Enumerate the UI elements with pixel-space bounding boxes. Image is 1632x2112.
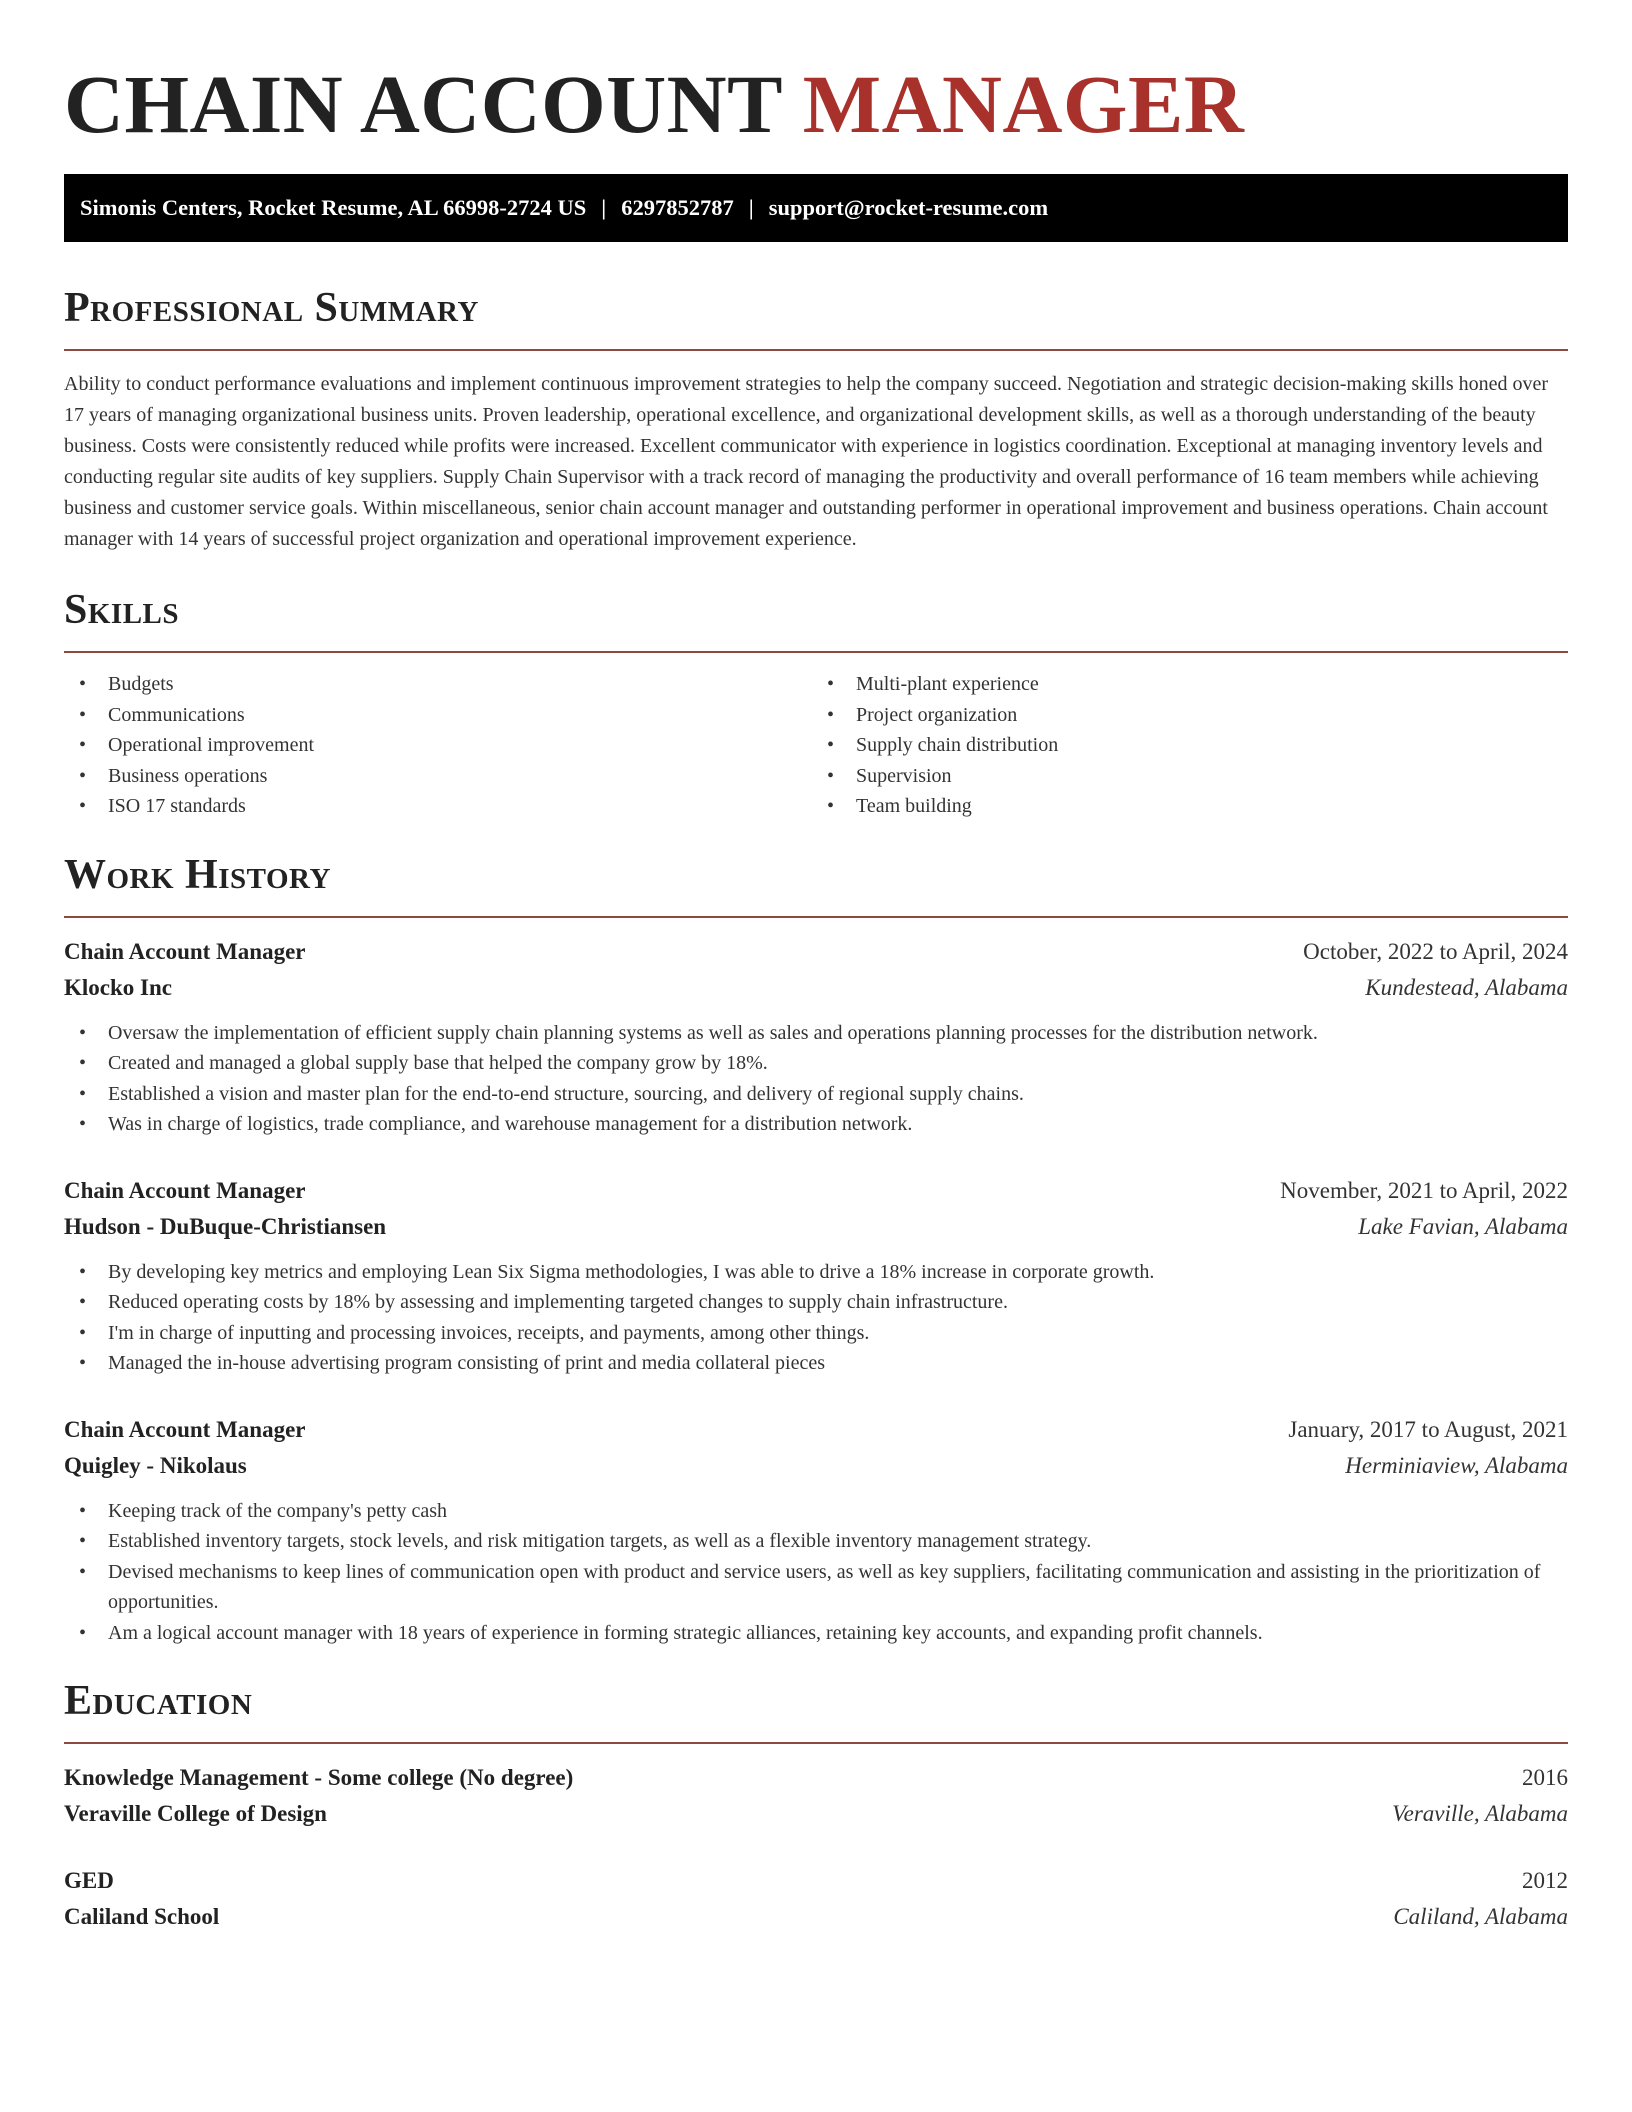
job-header-row	[64, 934, 1568, 970]
section-heading-work-history: Work History	[64, 851, 331, 898]
education-section	[64, 1676, 1568, 1935]
skills-column-right	[816, 669, 1568, 822]
job-entry	[64, 1173, 1568, 1379]
skill-item: • Multi-plant experience	[816, 669, 1568, 700]
education-location: Caliland, Alabama	[1393, 1904, 1568, 1929]
contact-separator: |	[601, 195, 607, 220]
education-school-row	[64, 1899, 1568, 1935]
work-history-section	[64, 850, 1568, 1649]
section-divider	[64, 1742, 1568, 1744]
skill-item: • Project organization	[816, 700, 1568, 731]
skill-item: • Supervision	[816, 761, 1568, 792]
job-dates: January, 2017 to August, 2021	[1288, 1416, 1568, 1442]
resume-title	[64, 0, 1568, 150]
education-school: Caliland School	[64, 1904, 220, 1929]
skills-section	[64, 585, 1568, 822]
education-school-row	[64, 1796, 1568, 1832]
job-title: Chain Account Manager	[64, 1177, 306, 1203]
education-location: Veraville, Alabama	[1392, 1801, 1568, 1826]
education-school: Veraville College of Design	[64, 1801, 327, 1826]
job-bullet: • By developing key metrics and employing Lean Six Sigma methodologies, I was able to drive a 18% increase in corporate growth.	[64, 1257, 1568, 1288]
job-bullet: • Was in charge of logistics, trade compliance, and warehouse management for a distribution network.	[64, 1109, 1568, 1140]
skills-list	[64, 669, 1568, 822]
job-header-row	[64, 1412, 1568, 1448]
skills-column-left	[64, 669, 816, 822]
education-degree: GED	[64, 1868, 114, 1893]
section-divider	[64, 651, 1568, 653]
job-company: Quigley - Nikolaus	[64, 1452, 247, 1478]
skill-item: • Supply chain distribution	[816, 730, 1568, 761]
job-bullet: • I'm in charge of inputting and processing invoices, receipts, and payments, among other things.	[64, 1318, 1568, 1349]
skill-item: • Team building	[816, 791, 1568, 822]
job-entry	[64, 934, 1568, 1140]
job-company: Hudson - DuBuque-Christiansen	[64, 1213, 387, 1239]
education-year: 2016	[1522, 1765, 1568, 1790]
education-year: 2012	[1522, 1868, 1568, 1893]
skill-item: • ISO 17 standards	[64, 791, 816, 822]
title-accent-part: MANAGER	[802, 58, 1245, 150]
job-location: Lake Favian, Alabama	[1358, 1213, 1568, 1239]
job-dates: November, 2021 to April, 2022	[1280, 1177, 1568, 1203]
skill-item: • Operational improvement	[64, 730, 816, 761]
job-dates: October, 2022 to April, 2024	[1303, 938, 1568, 964]
job-bullet: • Oversaw the implementation of efficient supply chain planning systems as well as sales and operations planning processes for the distribution network.	[64, 1018, 1568, 1049]
job-company: Klocko Inc	[64, 974, 172, 1000]
job-location: Herminiaview, Alabama	[1345, 1452, 1568, 1478]
job-bullet: • Reduced operating costs by 18% by assessing and implementing targeted changes to supply chain infrastructure.	[64, 1287, 1568, 1318]
section-heading-skills: Skills	[64, 587, 180, 633]
contact-address: Simonis Centers, Rocket Resume, AL 66998-2724 US	[80, 195, 587, 220]
summary-section	[64, 283, 1568, 555]
job-bullet: • Am a logical account manager with 18 years of experience in forming strategic alliances, retaining key accounts, and expanding profit channels.	[64, 1618, 1568, 1649]
job-bullet: • Created and managed a global supply base that helped the company grow by 18%.	[64, 1048, 1568, 1079]
education-entry	[64, 1863, 1568, 1935]
job-company-row	[64, 1209, 1568, 1245]
job-bullet: • Managed the in-house advertising program consisting of print and media collateral pieces	[64, 1348, 1568, 1379]
job-location: Kundestead, Alabama	[1365, 974, 1568, 1000]
skill-item: • Budgets	[64, 669, 816, 700]
section-divider	[64, 349, 1568, 351]
skill-item: • Communications	[64, 700, 816, 731]
skill-item: • Business operations	[64, 761, 816, 792]
job-title: Chain Account Manager	[64, 1416, 306, 1442]
section-heading-summary: Professional Summary	[64, 285, 479, 331]
job-title: Chain Account Manager	[64, 938, 306, 964]
contact-phone: 6297852787	[621, 195, 734, 220]
job-header-row	[64, 1173, 1568, 1209]
job-entry	[64, 1412, 1568, 1649]
education-degree: Knowledge Management - Some college (No degree)	[64, 1765, 574, 1790]
job-bullets	[64, 1496, 1568, 1649]
job-bullet: • Keeping track of the company's petty cash	[64, 1496, 1568, 1527]
job-bullets	[64, 1018, 1568, 1140]
job-bullet: • Established inventory targets, stock levels, and risk mitigation targets, as well as a flexible inventory management strategy.	[64, 1526, 1568, 1557]
job-company-row	[64, 1448, 1568, 1484]
education-entry	[64, 1760, 1568, 1832]
contact-bar	[64, 174, 1568, 242]
title-first-part: CHAIN ACCOUNT	[64, 58, 782, 150]
education-header-row	[64, 1863, 1568, 1899]
contact-separator: |	[748, 195, 754, 220]
section-heading-education: Education	[64, 1678, 253, 1724]
job-bullet: • Established a vision and master plan for the end-to-end structure, sourcing, and delivery of regional supply chains.	[64, 1079, 1568, 1110]
education-header-row	[64, 1760, 1568, 1796]
section-divider	[64, 916, 1568, 918]
job-company-row	[64, 970, 1568, 1006]
summary-text: Ability to conduct performance evaluations and implement continuous improvement strategies to help the company succeed. Negotiation and strategic decision-making skills honed over 17 years of managing organizational business units. Proven leadership, operational excellence, and organizational development skills, as well as a thorough understanding of the beauty business. Costs were consistently reduced while profits were increased. Excellent communicator with experience in logistics coordination. Exceptional at managing inventory levels and conducting regular site audits of key suppliers. Supply Chain Supervisor with a track record of managing the productivity and overall performance of 16 team members while achieving business and customer service goals. Within miscellaneous, senior chain account manager and outstanding performer in operational improvement and business operations. Chain account manager with 14 years of successful project organization and operational improvement experience.	[64, 373, 1549, 550]
job-bullets	[64, 1257, 1568, 1379]
job-bullet: • Devised mechanisms to keep lines of communication open with product and service users, as well as key suppliers, facilitating communication and assisting in the prioritization of opportunities.	[64, 1557, 1568, 1618]
contact-email: support@rocket-resume.com	[768, 195, 1049, 220]
